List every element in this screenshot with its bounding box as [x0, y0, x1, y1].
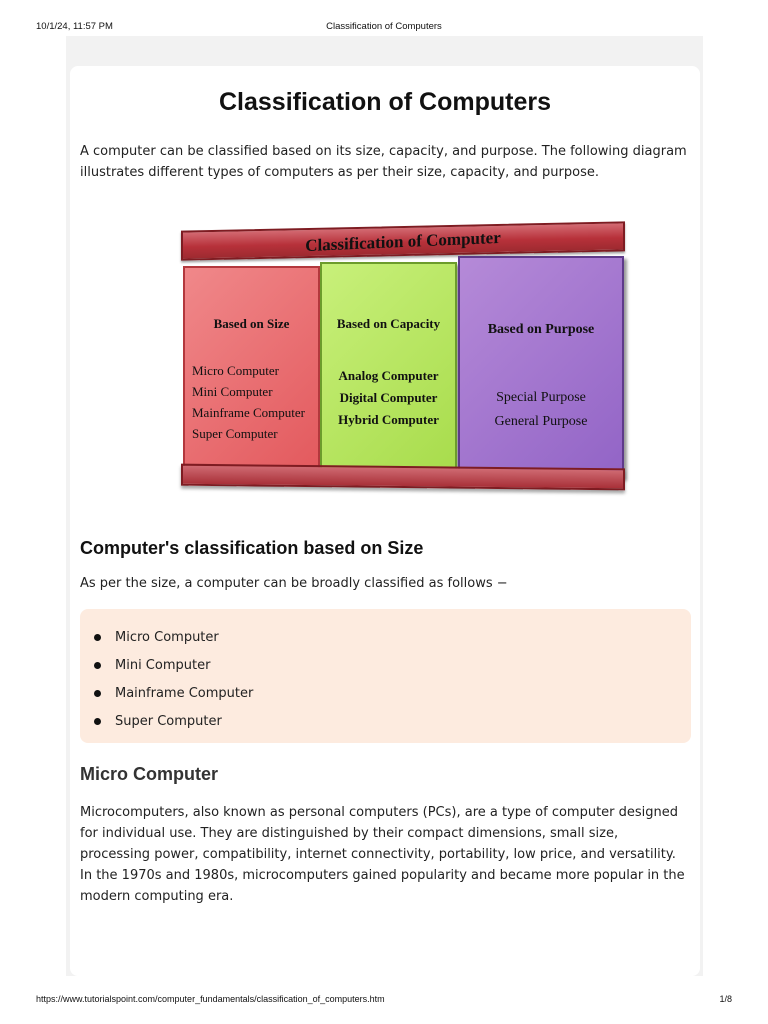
page-title: Classification of Computers: [219, 88, 551, 116]
size-list-callout: [80, 609, 691, 743]
column-item: General Purpose: [494, 414, 588, 429]
diagram-banner-title: Classification of Computer: [305, 227, 501, 256]
print-footer: [0, 994, 768, 1024]
column-item: Mainframe Computer: [192, 405, 305, 420]
bullet-icon: [94, 634, 101, 641]
classification-diagram: [181, 218, 627, 494]
bullet-icon: [94, 662, 101, 669]
column-heading: Based on Size: [213, 316, 290, 331]
list-item-label: Super Computer: [115, 714, 222, 729]
intro-paragraph: A computer can be classified based on its size, capacity, and purpose. The following diagram illustrates different types of computers as per their size, capacity, and purpose.: [80, 144, 687, 180]
column-item: Micro Computer: [192, 363, 280, 378]
diagram-base: [181, 464, 625, 491]
list-item: [94, 680, 253, 708]
column-item: Analog Computer: [338, 368, 439, 383]
column-item: Mini Computer: [192, 384, 273, 399]
list-item-label: Micro Computer: [115, 630, 219, 645]
size-section-heading: Computer's classification based on Size: [80, 538, 424, 558]
column-heading: Based on Capacity: [336, 316, 441, 331]
column-heading: Based on Purpose: [487, 322, 595, 337]
column-item: Special Purpose: [496, 390, 586, 405]
list-item-label: Mainframe Computer: [115, 686, 254, 701]
list-item: [94, 652, 253, 680]
micro-section-body: Microcomputers, also known as personal computers (PCs), are a type of computer designed for individual use. They are distinguished by their compact dimensions, small size, processing power, compatibility, internet connectivity, portability, low price, and versatility. In the 1970s and 1980s, microcomputers gained popularity and became more popular in the modern computing era.: [80, 805, 685, 904]
size-section-lead: As per the size, a computer can be broadly classified as follows −: [80, 576, 508, 591]
diagram-column-purpose: [458, 256, 624, 478]
page-url: https://www.tutorialspoint.com/computer_fundamentals/classification_of_computers.htm: [36, 994, 385, 1004]
column-item: Digital Computer: [339, 390, 438, 405]
list-item-label: Mini Computer: [115, 658, 211, 673]
print-header: [0, 0, 768, 40]
print-title: Classification of Computers: [326, 21, 442, 32]
page-number: 1/8: [719, 994, 732, 1004]
diagram-column-size: [183, 266, 320, 470]
print-datetime: 10/1/24, 11:57 PM: [36, 21, 113, 32]
bullet-icon: [94, 690, 101, 697]
column-item: Hybrid Computer: [338, 412, 439, 427]
micro-section-heading: Micro Computer: [80, 764, 219, 784]
diagram-column-capacity: [320, 262, 457, 474]
list-item: [94, 708, 253, 736]
diagram-banner: [181, 221, 625, 260]
column-item: Super Computer: [192, 426, 278, 441]
bullet-icon: [94, 718, 101, 725]
list-item: [94, 624, 253, 652]
